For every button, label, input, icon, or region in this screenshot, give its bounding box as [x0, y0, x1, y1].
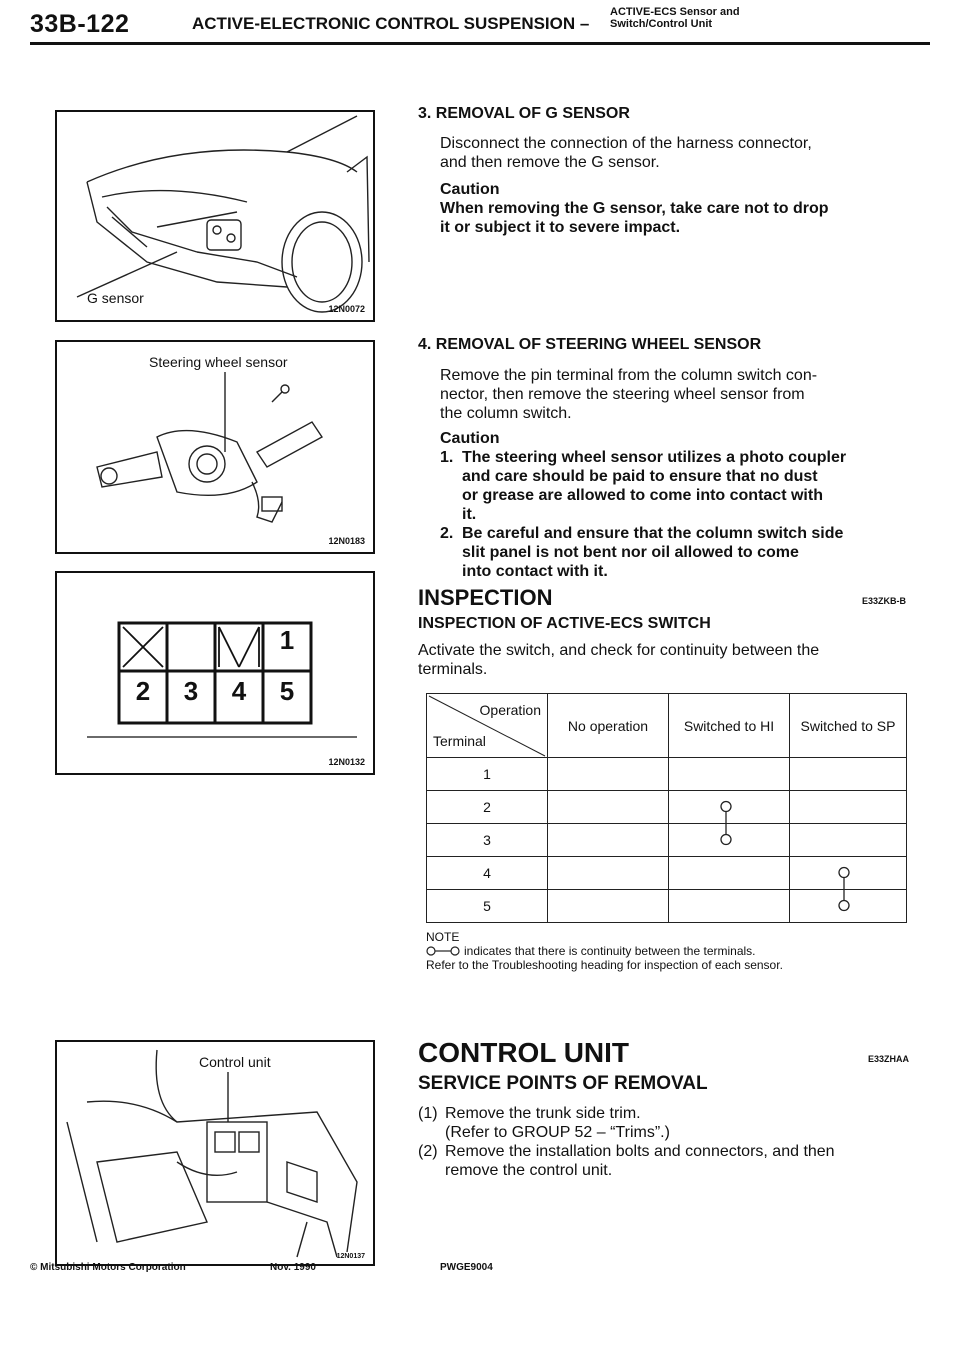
inspection-subheading: INSPECTION OF ACTIVE-ECS SWITCH — [418, 615, 711, 632]
page-title: ACTIVE-ELECTRONIC CONTROL SUSPENSION – — [192, 14, 590, 33]
section-heading: 4. REMOVAL OF STEERING WHEEL SENSOR — [418, 336, 762, 353]
corner-label-terminal: Terminal — [433, 733, 486, 749]
caution-item — [462, 448, 912, 524]
figure-g-sensor — [55, 110, 375, 322]
column-header: Switched to SP — [790, 694, 907, 758]
step-number: (2) — [418, 1143, 438, 1160]
connector-pin-label: 2 — [135, 676, 151, 706]
text-line: into contact with it. — [462, 563, 608, 580]
text-line: slit panel is not bent nor oil allowed to come — [462, 544, 799, 561]
text-line: The steering wheel sensor utilizes a photo coupler — [462, 449, 847, 466]
text-line: remove the control unit. — [445, 1162, 613, 1179]
car-front-illustration — [57, 112, 373, 320]
text-line: it. — [462, 506, 477, 523]
section-code: E33ZKB-B — [862, 596, 907, 606]
inspection-body — [418, 641, 908, 679]
caution-text — [440, 199, 920, 237]
terminal-number: 2 — [427, 791, 548, 824]
header-rule — [30, 42, 930, 45]
section-body — [440, 366, 920, 423]
caution-item-number: 2. — [440, 525, 454, 542]
connector-pin-label: 5 — [279, 676, 295, 706]
note-title: NOTE — [426, 930, 460, 944]
connector-illustration — [57, 573, 373, 773]
continuity-marks — [546, 757, 906, 927]
continuity-terminal-mark — [839, 901, 849, 911]
table-corner-cell — [427, 694, 548, 758]
note-line: Refer to the Troubleshooting heading for inspection of each sensor. — [426, 958, 783, 972]
page-number: 33B-122 — [30, 10, 130, 38]
section-code: E33ZHAA — [868, 1054, 910, 1064]
section-body — [440, 134, 920, 172]
step-text — [445, 1104, 915, 1142]
column-header: Switched to HI — [669, 694, 790, 758]
figure-label: Control unit — [199, 1054, 271, 1070]
trunk-illustration — [57, 1042, 373, 1264]
continuity-terminal-mark — [721, 835, 731, 845]
continuity-terminal-mark — [721, 802, 731, 812]
figure-connector — [55, 571, 375, 775]
text-line: nector, then remove the steering wheel sensor from — [440, 386, 805, 403]
page-subtitle — [610, 6, 740, 30]
continuity-symbol-icon — [426, 945, 460, 957]
column-header: No operation — [548, 694, 669, 758]
figure-steering-sensor — [55, 340, 375, 554]
terminal-number: 1 — [427, 758, 548, 791]
connector-pin-label: 1 — [279, 625, 295, 655]
terminal-number: 5 — [427, 890, 548, 923]
text-line: or grease are allowed to come into contact with — [462, 487, 823, 504]
corner-label-operation: Operation — [479, 702, 541, 718]
text-line: Remove the trunk side trim. — [445, 1105, 641, 1122]
figure-code: 12N0183 — [328, 536, 365, 546]
text-line: Disconnect the connection of the harness connector, — [440, 135, 812, 152]
figure-code: 12N0072 — [328, 304, 365, 314]
terminal-number: 4 — [427, 857, 548, 890]
text-line: Be careful and ensure that the column switch side — [462, 525, 844, 542]
caution-item-number: 1. — [440, 449, 454, 466]
terminal-number: 3 — [427, 824, 548, 857]
step-text — [445, 1142, 915, 1180]
control-unit-heading: CONTROL UNIT — [418, 1037, 630, 1068]
figure-label: G sensor — [87, 290, 144, 306]
document-code: PWGE9004 — [440, 1262, 493, 1273]
text-line: When removing the G sensor, take care not to drop — [440, 200, 829, 217]
copyright: © Mitsubishi Motors Corporation — [30, 1262, 186, 1273]
section-heading: 3. REMOVAL OF G SENSOR — [418, 105, 630, 122]
continuity-terminal-mark — [839, 868, 849, 878]
text-line: the column switch. — [440, 405, 572, 422]
figure-code: 12N0132 — [328, 757, 365, 767]
text-line: Activate the switch, and check for continuity between the — [418, 642, 820, 659]
connector-pin-label: 3 — [183, 676, 199, 706]
figure-code: 12N0137 — [336, 1253, 365, 1260]
connector-pin-label: 4 — [231, 676, 247, 706]
column-switch-illustration — [57, 342, 373, 552]
publication-date: Nov. 1990 — [270, 1262, 316, 1273]
text-line: Remove the pin terminal from the column switch con- — [440, 367, 818, 384]
text-line: terminals. — [418, 661, 488, 678]
subtitle-line: Switch/Control Unit — [610, 18, 713, 30]
figure-control-unit — [55, 1040, 375, 1266]
step-number: (1) — [418, 1105, 438, 1122]
figure-label: Steering wheel sensor — [149, 354, 288, 370]
subtitle-line: ACTIVE-ECS Sensor and — [610, 6, 740, 18]
caution-item — [462, 524, 912, 581]
service-points-heading: SERVICE POINTS OF REMOVAL — [418, 1073, 708, 1094]
text-line: Remove the installation bolts and connectors, and then — [445, 1143, 835, 1160]
caution-title: Caution — [440, 430, 500, 447]
inspection-heading: INSPECTION — [418, 585, 553, 610]
text-line: (Refer to GROUP 52 – “Trims”.) — [445, 1124, 670, 1141]
note-line: indicates that there is continuity between the terminals. — [464, 944, 756, 958]
text-line: it or subject it to severe impact. — [440, 219, 681, 236]
caution-title: Caution — [440, 181, 500, 198]
text-line: and care should be paid to ensure that no dust — [462, 468, 818, 485]
text-line: and then remove the G sensor. — [440, 154, 660, 171]
